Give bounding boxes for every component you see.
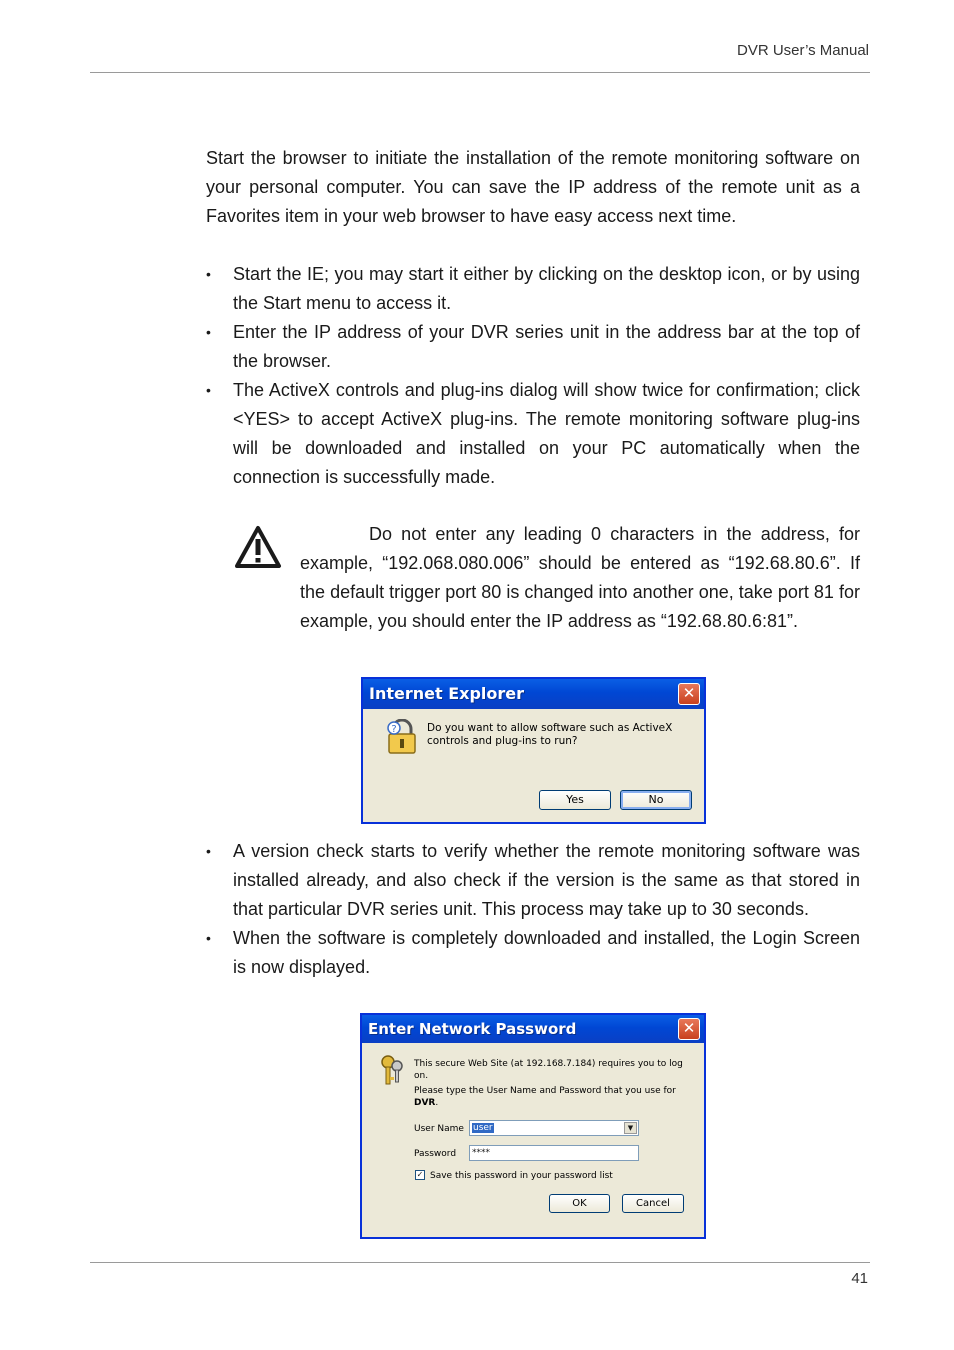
ok-button[interactable]: OK: [549, 1194, 610, 1213]
password-label: Password: [414, 1149, 457, 1159]
list-item: • Start the IE; you may start it either by clicking on the desktop icon, or by using the Start menu to access it.: [206, 260, 860, 318]
list-item: • The ActiveX controls and plug-ins dialog will show twice for confirmation; click <YES> to accept ActiveX plug-ins. The remote monitoring software plug-ins will be downloaded and installed on your PC automatically when the connection is successfully made.: [206, 376, 860, 492]
login-dialog: [360, 1013, 706, 1239]
cancel-button[interactable]: Cancel: [622, 1194, 684, 1213]
footer-divider: [90, 1262, 870, 1263]
note-text: Do not enter any leading 0 characters in the address, for example, “192.068.080.006” should be entered as “192.68.80.6”. If the default trigger port 80 is changed into another one, take port 81 for example, you should enter the IP address as “192.68.80.6:81”.: [300, 524, 860, 631]
keys-icon: [377, 1053, 407, 1087]
dialog-message: Do you want to allow software such as ActiveX controls and plug-ins to run?: [427, 722, 673, 747]
dialog-title: Internet Explorer: [369, 684, 525, 703]
save-password-label: Save this password in your password list: [430, 1171, 613, 1181]
close-button[interactable]: ✕: [678, 683, 700, 705]
login-message-1: This secure Web Site (at 192.168.7.184) requires you to log on.: [414, 1059, 683, 1081]
svg-text:?: ?: [391, 724, 397, 735]
user-name-value: user: [473, 1123, 493, 1133]
login-message-2: [414, 1085, 699, 1109]
list-item: • Enter the IP address of your DVR series unit in the address bar at the top of the browser.: [206, 318, 860, 376]
shield-lock-icon: [385, 719, 419, 755]
login-realm: DVR: [414, 1098, 436, 1108]
warning-icon: [234, 525, 282, 569]
intro-paragraph: Start the browser to initiate the installation of the remote monitoring software on your personal computer. You can save the IP address of the remote unit as a Favorites item in your web browser to have easy access next time.: [206, 148, 860, 226]
no-button[interactable]: No: [620, 790, 692, 810]
close-button[interactable]: ✕: [678, 1018, 700, 1040]
user-name-combobox[interactable]: [469, 1120, 639, 1136]
login-message-prefix: Please type the User Name and Password that you use for: [414, 1086, 676, 1096]
save-password-checkbox[interactable]: ✓: [416, 1170, 424, 1179]
password-input[interactable]: ****: [469, 1145, 639, 1161]
dialog-title: Enter Network Password: [368, 1020, 577, 1038]
activex-dialog: [361, 677, 706, 824]
yes-button[interactable]: Yes: [539, 790, 611, 810]
dropdown-arrow-icon[interactable]: ▼: [624, 1122, 637, 1134]
manual-title: DVR User’s Manual: [737, 42, 869, 59]
steps-list: [206, 260, 860, 492]
list-item: • When the software is completely downloaded and installed, the Login Screen is now displayed.: [206, 924, 860, 982]
steps-list-2: [206, 837, 860, 982]
dialog-titlebar: [362, 1015, 704, 1043]
user-name-label: User Name: [414, 1124, 464, 1134]
dialog-titlebar: [363, 679, 704, 709]
header-divider: [90, 72, 870, 73]
login-message-suffix: .: [435, 1098, 439, 1108]
list-item: • A version check starts to verify whether the remote monitoring software was installed already, and also check if the version is the same as that stored in that particular DVR series unit. This process may take up to 30 seconds.: [206, 837, 860, 924]
page-number: 41: [851, 1270, 868, 1287]
